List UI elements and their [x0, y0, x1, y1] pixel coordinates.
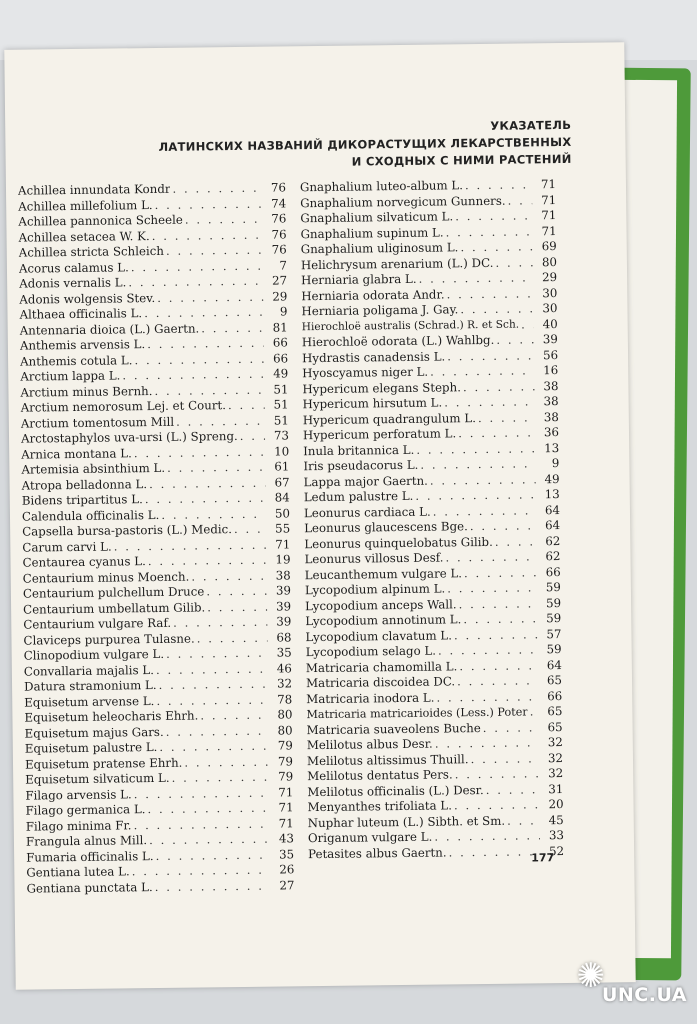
entry-name: Calendula officinalis L. — [21, 507, 160, 524]
entry-page: 80 — [541, 254, 557, 269]
entry-name: Lycopodium annotinum L. — [305, 612, 462, 629]
entry-name: Leonurus cardiaca L. — [303, 504, 431, 520]
entry-page: 79 — [277, 738, 293, 753]
entry-name: Hypericum quadrangulum L. — [302, 410, 476, 427]
entry-page: 39 — [275, 583, 291, 598]
dot-leader — [462, 565, 537, 581]
entry-page: 76 — [271, 211, 287, 226]
entry-name: Gnaphalium uliginosum L. — [300, 240, 459, 257]
entry-name: Matricaria discoidea DC. — [305, 674, 456, 691]
dot-leader — [126, 274, 263, 291]
entry-name: Arnica montana L. — [21, 445, 132, 462]
entry-page: 32 — [547, 735, 563, 750]
entry-name: Centaurium minus Moench. — [22, 569, 190, 586]
entry-page: 51 — [273, 397, 289, 412]
entry-name: Matricaria inodora L. — [306, 690, 435, 706]
dot-leader — [414, 441, 535, 458]
entry-page: 50 — [274, 505, 291, 521]
dot-leader — [505, 813, 540, 829]
dot-leader — [183, 212, 263, 228]
dot-leader — [226, 398, 265, 414]
entry-name: Hypericum elegans Steph. — [302, 379, 461, 396]
entry-page: 49 — [273, 366, 289, 381]
dot-leader — [171, 615, 267, 632]
entry-name: Menyanthes trifoliata L. — [307, 798, 453, 815]
entry-name: Inula britannica L. — [303, 442, 415, 458]
dot-leader — [457, 596, 538, 612]
dot-leader — [453, 766, 540, 783]
dot-leader — [164, 243, 263, 260]
dot-leader — [145, 336, 264, 353]
entry-name: Centaurium umbellatum Gilib. — [23, 599, 206, 617]
entry-page: 62 — [545, 533, 561, 548]
entry-page: 32 — [548, 766, 564, 781]
entry-page: 38 — [543, 378, 559, 393]
entry-page: 74 — [271, 195, 287, 211]
entry-page: 38 — [543, 409, 559, 424]
entry-name: Anthemis arvensis L. — [19, 337, 146, 353]
dot-leader — [505, 193, 532, 209]
entry-name: Herniaria glabra L. — [301, 271, 417, 288]
dot-leader — [120, 367, 264, 384]
entry-page: 81 — [272, 319, 288, 335]
entry-page: 79 — [278, 769, 294, 784]
dot-leader — [189, 568, 267, 584]
entry-name: Melilotus officinalis (L.) Desr. — [307, 782, 484, 799]
entry-name: Matricaria matricarioides (Less.) Poter — [306, 705, 528, 722]
index-entry — [26, 878, 294, 897]
entry-page: 35 — [276, 645, 292, 660]
dot-leader — [433, 735, 539, 752]
entry-page: 66 — [545, 564, 561, 579]
dot-leader — [456, 425, 535, 441]
entry-name: Equisetum pratense Ehrh. — [24, 755, 183, 772]
dot-leader — [458, 239, 533, 255]
dot-leader — [153, 847, 270, 864]
dot-leader — [130, 863, 271, 880]
entry-page: 65 — [547, 704, 563, 719]
entry-name: Filago minima Fr. — [25, 817, 132, 834]
entry-page: 80 — [277, 707, 293, 722]
entry-name: Lycopodium clavatum L. — [305, 627, 453, 644]
dot-leader — [195, 630, 268, 646]
entry-page: 65 — [546, 673, 563, 688]
entry-name: Herniaria poligama J. Gay. — [301, 302, 459, 319]
dot-leader — [431, 503, 536, 520]
entry-page: 20 — [548, 797, 564, 812]
dot-leader — [445, 348, 534, 365]
entry-page: 79 — [277, 753, 294, 769]
entry-name: Lycopodium anceps Wall. — [305, 596, 457, 613]
entry-page: 9 — [551, 456, 560, 471]
entry-page: 71 — [278, 784, 294, 800]
dot-leader — [413, 487, 536, 504]
entry-page: 19 — [275, 552, 291, 567]
dot-leader — [154, 692, 268, 709]
entry-page: 71 — [278, 800, 294, 815]
dot-leader — [145, 801, 269, 818]
dot-leader — [445, 580, 537, 597]
dot-leader — [174, 413, 265, 430]
entry-page: 67 — [274, 474, 290, 490]
entry-page: 71 — [541, 192, 557, 207]
entry-page: 76 — [271, 242, 287, 257]
entry-page: 9 — [279, 304, 288, 319]
dot-leader — [170, 181, 262, 198]
left-index-column — [18, 180, 295, 896]
entry-name: Origanum vulgare L. — [307, 829, 433, 846]
entry-page: 38 — [275, 567, 291, 583]
dot-leader — [169, 770, 269, 787]
entry-page: 13 — [544, 440, 560, 455]
entry-name: Achillea stricta Schleich — [18, 243, 165, 260]
entry-page: 64 — [545, 518, 561, 533]
entry-name: Filago germanica L. — [25, 802, 146, 818]
entry-page: 55 — [275, 521, 291, 536]
entry-name: Centaurium vulgare Raf. — [23, 615, 172, 632]
dot-leader — [443, 549, 536, 566]
dot-leader — [442, 394, 535, 411]
entry-name: Acorus calamus L. — [18, 259, 129, 276]
book-page — [4, 42, 635, 990]
dot-leader — [129, 258, 263, 275]
dot-leader — [416, 270, 533, 287]
entry-name: Ledum palustre L. — [303, 488, 414, 505]
entry-name: Petasites albus Gaertn. — [308, 844, 447, 861]
dot-leader — [164, 646, 268, 663]
entry-page: 66 — [272, 350, 289, 366]
entry-name: Equisetum majus Gars. — [24, 724, 164, 741]
entry-page: 71 — [278, 815, 294, 831]
entry-name: Achillea innundata Kondr — [17, 181, 171, 198]
entry-name: Equisetum silvaticum L. — [25, 770, 170, 787]
entry-page: 84 — [274, 490, 290, 505]
entry-page: 45 — [548, 812, 564, 827]
entry-page: 30 — [542, 301, 558, 316]
entry-name: Artemisia absinthium L. — [21, 460, 166, 477]
entry-name: Hypericum perforatum L. — [302, 426, 457, 443]
dot-leader — [198, 708, 268, 724]
dot-leader — [132, 444, 266, 461]
entry-name: Centaurium pulchellum Druce — [22, 584, 205, 601]
entry-name: Gentiana lutea L. — [26, 864, 130, 880]
heading-line-2: ЛАТИНСКИХ НАЗВАНИЙ ДИКОРАСТУЩИХ ЛЕКАРСТВЕННЫХ — [158, 134, 572, 154]
dot-leader — [436, 642, 538, 659]
entry-page: 76 — [270, 180, 287, 195]
dot-leader — [154, 661, 268, 678]
entry-page: 71 — [275, 536, 291, 552]
entry-page: 32 — [547, 750, 564, 765]
entry-page: 68 — [276, 629, 292, 645]
entry-page: 73 — [273, 428, 290, 443]
dot-leader — [199, 320, 264, 336]
right-index-column — [299, 177, 565, 865]
entry-page: 56 — [542, 347, 559, 362]
entry-page: 80 — [277, 722, 293, 738]
entry-page: 61 — [274, 459, 290, 474]
entry-page: 35 — [279, 846, 295, 862]
dot-leader — [458, 301, 533, 317]
entry-name: Hyoscyamus niger L. — [302, 364, 429, 381]
dot-leader — [156, 677, 268, 694]
dot-leader — [150, 227, 263, 244]
entry-name: Convallaria majalis L. — [23, 662, 154, 679]
entry-page: 33 — [548, 828, 565, 843]
dot-leader — [142, 305, 264, 322]
entry-name: Centaurea cyanus L. — [22, 554, 146, 570]
dot-leader — [463, 177, 532, 193]
entry-page: 40 — [542, 316, 558, 331]
entry-name: Datura stramonium L. — [23, 678, 157, 694]
dot-leader — [468, 751, 539, 767]
dot-leader — [446, 844, 540, 861]
dot-leader — [204, 584, 267, 600]
entry-page: 27 — [272, 273, 288, 288]
entry-name: Melilotus albus Desr. — [306, 736, 433, 753]
entry-page: 65 — [547, 719, 563, 734]
entry-name: Lycopodium selago L. — [305, 643, 437, 660]
entry-page: 39 — [275, 598, 292, 614]
page-number: 177 — [531, 851, 555, 865]
entry-name: Leonurus quinquelobatus Gilib. — [304, 534, 493, 551]
entry-name: Matricaria chamomilla L. — [305, 658, 458, 675]
entry-page: 39 — [276, 614, 292, 629]
entry-name: Carum carvi L. — [22, 539, 112, 555]
dot-leader — [519, 317, 534, 333]
entry-page: 66 — [547, 688, 563, 703]
watermark-sun-icon: ✺ — [576, 956, 605, 996]
heading-line-3: И СХОДНЫХ С НИМИ РАСТЕНИЙ — [351, 151, 572, 169]
index-entry — [308, 844, 564, 863]
entry-name: Hydrastis canadensis L. — [301, 348, 446, 365]
entry-page: 29 — [541, 270, 558, 285]
entry-name: Leonurus villosus Desf. — [304, 550, 444, 567]
dot-leader — [164, 723, 269, 740]
dot-leader — [238, 429, 265, 445]
entry-page: 27 — [279, 877, 295, 893]
entry-page: 71 — [541, 208, 557, 223]
entry-page: 62 — [545, 549, 561, 564]
entry-page: 59 — [545, 580, 561, 595]
dot-leader — [434, 689, 538, 706]
entry-page: 29 — [272, 288, 288, 304]
dot-leader — [147, 475, 266, 492]
dot-leader — [461, 611, 537, 627]
entry-page: 78 — [277, 691, 293, 707]
entry-name: Arctostaphylos uva-ursi (L.) Spreng. — [20, 428, 238, 446]
dot-leader — [457, 658, 538, 674]
dot-leader — [153, 878, 271, 895]
dot-leader — [152, 382, 264, 399]
entry-page: 59 — [545, 595, 562, 610]
entry-name: Melilotus dentatus Pers. — [307, 767, 453, 784]
dot-leader — [494, 332, 534, 348]
entry-page: 13 — [544, 487, 560, 502]
entry-page: 66 — [272, 335, 288, 350]
entry-page: 30 — [542, 285, 558, 300]
dot-leader — [452, 797, 540, 814]
entry-name: Achillea pannonica Scheele — [18, 212, 183, 229]
dot-leader — [481, 720, 539, 736]
entry-page: 57 — [546, 626, 562, 641]
entry-name: Gnaphalium luteo-album L. — [299, 178, 464, 195]
index-heading — [158, 117, 572, 173]
entry-page: 36 — [543, 425, 560, 440]
entry-name: Melilotus altissimus Thuill. — [306, 751, 469, 768]
dot-leader — [147, 832, 270, 849]
entry-page: 76 — [271, 226, 287, 242]
entry-name: Gnaphalium norvegicum Gunners. — [300, 193, 506, 210]
dot-leader — [461, 379, 535, 395]
entry-name: Adonis vernalis L. — [19, 275, 127, 291]
entry-page: 31 — [548, 781, 564, 796]
dot-leader — [493, 534, 537, 550]
entry-page: 39 — [542, 332, 558, 347]
entry-name: Anthemis cotula L. — [20, 352, 133, 369]
dot-leader — [155, 289, 263, 306]
dot-leader — [205, 599, 267, 615]
entry-name: Achillea millefolium L. — [18, 197, 153, 214]
entry-name: Clinopodium vulgare L. — [23, 646, 165, 663]
dot-leader — [455, 673, 538, 690]
entry-page: 59 — [546, 611, 562, 626]
heading-line-1: УКАЗАТЕЛЬ — [490, 117, 572, 133]
entry-name: Antennaria dioica (L.) Gaertn. — [19, 320, 200, 338]
dot-leader — [453, 208, 532, 224]
entry-name: Nuphar luteum (L.) Sibth. et Sm. — [307, 813, 506, 830]
dot-leader — [159, 506, 266, 523]
dot-leader — [131, 816, 269, 833]
entry-name: Hierochloё australis (Schrad.) R. et Sch. — [301, 318, 520, 333]
entry-page: 32 — [276, 676, 293, 691]
entry-name: Arctium lappa L. — [20, 368, 121, 384]
entry-page: 38 — [543, 394, 559, 409]
entry-page: 71 — [541, 223, 557, 238]
entry-name: Hypericum hirsutum L. — [302, 395, 443, 412]
entry-page: 7 — [279, 257, 288, 272]
entry-name: Capsella bursa-pastoris (L.) Medic. — [22, 522, 233, 539]
entry-page: 51 — [273, 381, 289, 397]
entry-name: Lappa major Gaertn. — [303, 473, 428, 489]
dot-leader — [165, 460, 265, 477]
entry-name: Frangula alnus Mill. — [25, 833, 148, 849]
entry-name: Achillea setacea W. K. — [18, 228, 150, 245]
entry-page: 64 — [544, 502, 561, 517]
dot-leader — [146, 553, 267, 570]
entry-name: Atropa belladonna L. — [21, 476, 148, 493]
dot-leader — [476, 410, 535, 426]
entry-page: 51 — [273, 412, 289, 428]
dot-leader — [452, 627, 538, 644]
entry-name: Gentiana punctata L. — [26, 879, 153, 896]
entry-page: 49 — [544, 471, 560, 486]
entry-name: Bidens tripartitus L. — [21, 492, 143, 508]
entry-page: 26 — [279, 862, 295, 877]
dot-leader — [428, 363, 534, 380]
dot-leader — [153, 196, 263, 213]
dot-leader — [418, 456, 535, 473]
entry-name: Iris pseudacorus L. — [303, 457, 419, 474]
entry-page: 43 — [278, 831, 295, 846]
dot-leader — [468, 518, 536, 534]
dot-leader — [182, 754, 269, 771]
entry-name: Arctium tomentosum Mill — [20, 414, 175, 431]
entry-name: Leucanthemum vulgare L. — [304, 565, 463, 582]
dot-leader — [444, 286, 533, 303]
entry-name: Herniaria odorata Andr. — [301, 286, 445, 303]
entry-page: 52 — [549, 843, 565, 858]
entry-page: 64 — [546, 657, 562, 672]
dot-leader — [428, 472, 536, 489]
dot-leader — [157, 739, 269, 756]
entry-name: Claviceps purpurea Tulasne. — [23, 631, 195, 648]
entry-name: Hierochloё odorata (L.) Wahlbg. — [301, 332, 495, 350]
dot-leader — [132, 785, 270, 802]
entry-name: Equisetum heleocharis Ehrh. — [24, 708, 199, 725]
entry-page: 46 — [276, 660, 292, 676]
entry-name: Arctium minus Bernh. — [20, 383, 153, 400]
dot-leader — [443, 224, 532, 241]
entry-name: Fumaria officinalis L. — [26, 848, 154, 865]
entry-page: 16 — [543, 363, 559, 378]
dot-leader — [484, 782, 540, 798]
entry-page: 69 — [541, 239, 557, 254]
entry-name: Filago arvensis L. — [25, 786, 132, 803]
entry-name: Equisetum palustre L. — [24, 740, 158, 756]
dot-leader — [528, 704, 539, 720]
entry-name: Helichrysum arenarium (L.) DC. — [300, 255, 494, 272]
entry-name: Lycopodium alpinum L. — [304, 581, 446, 598]
dot-leader — [143, 491, 266, 508]
entry-page: 10 — [274, 443, 290, 459]
entry-name: Leonurus glaucescens Bge. — [304, 519, 468, 536]
entry-name: Gnaphalium silvaticum L. — [300, 209, 454, 226]
dot-leader — [493, 255, 533, 271]
entry-page: 59 — [546, 642, 562, 657]
entry-name: Althaea officinalis L. — [19, 306, 143, 322]
dot-leader — [432, 828, 540, 845]
dot-leader — [132, 351, 264, 368]
entry-name: Adonis wolgensis Stev. — [19, 290, 156, 307]
entry-name: Equisetum arvense L. — [24, 693, 155, 710]
entry-name: Gnaphalium supinum L. — [300, 224, 444, 241]
entry-name: Matricaria suaveolens Buche — [306, 720, 481, 737]
entry-page: 71 — [540, 177, 557, 192]
watermark: UNC.UA — [601, 984, 687, 1006]
dot-leader — [232, 522, 266, 538]
entry-name: Arctium nemorosum Lej. et Court. — [20, 398, 227, 415]
